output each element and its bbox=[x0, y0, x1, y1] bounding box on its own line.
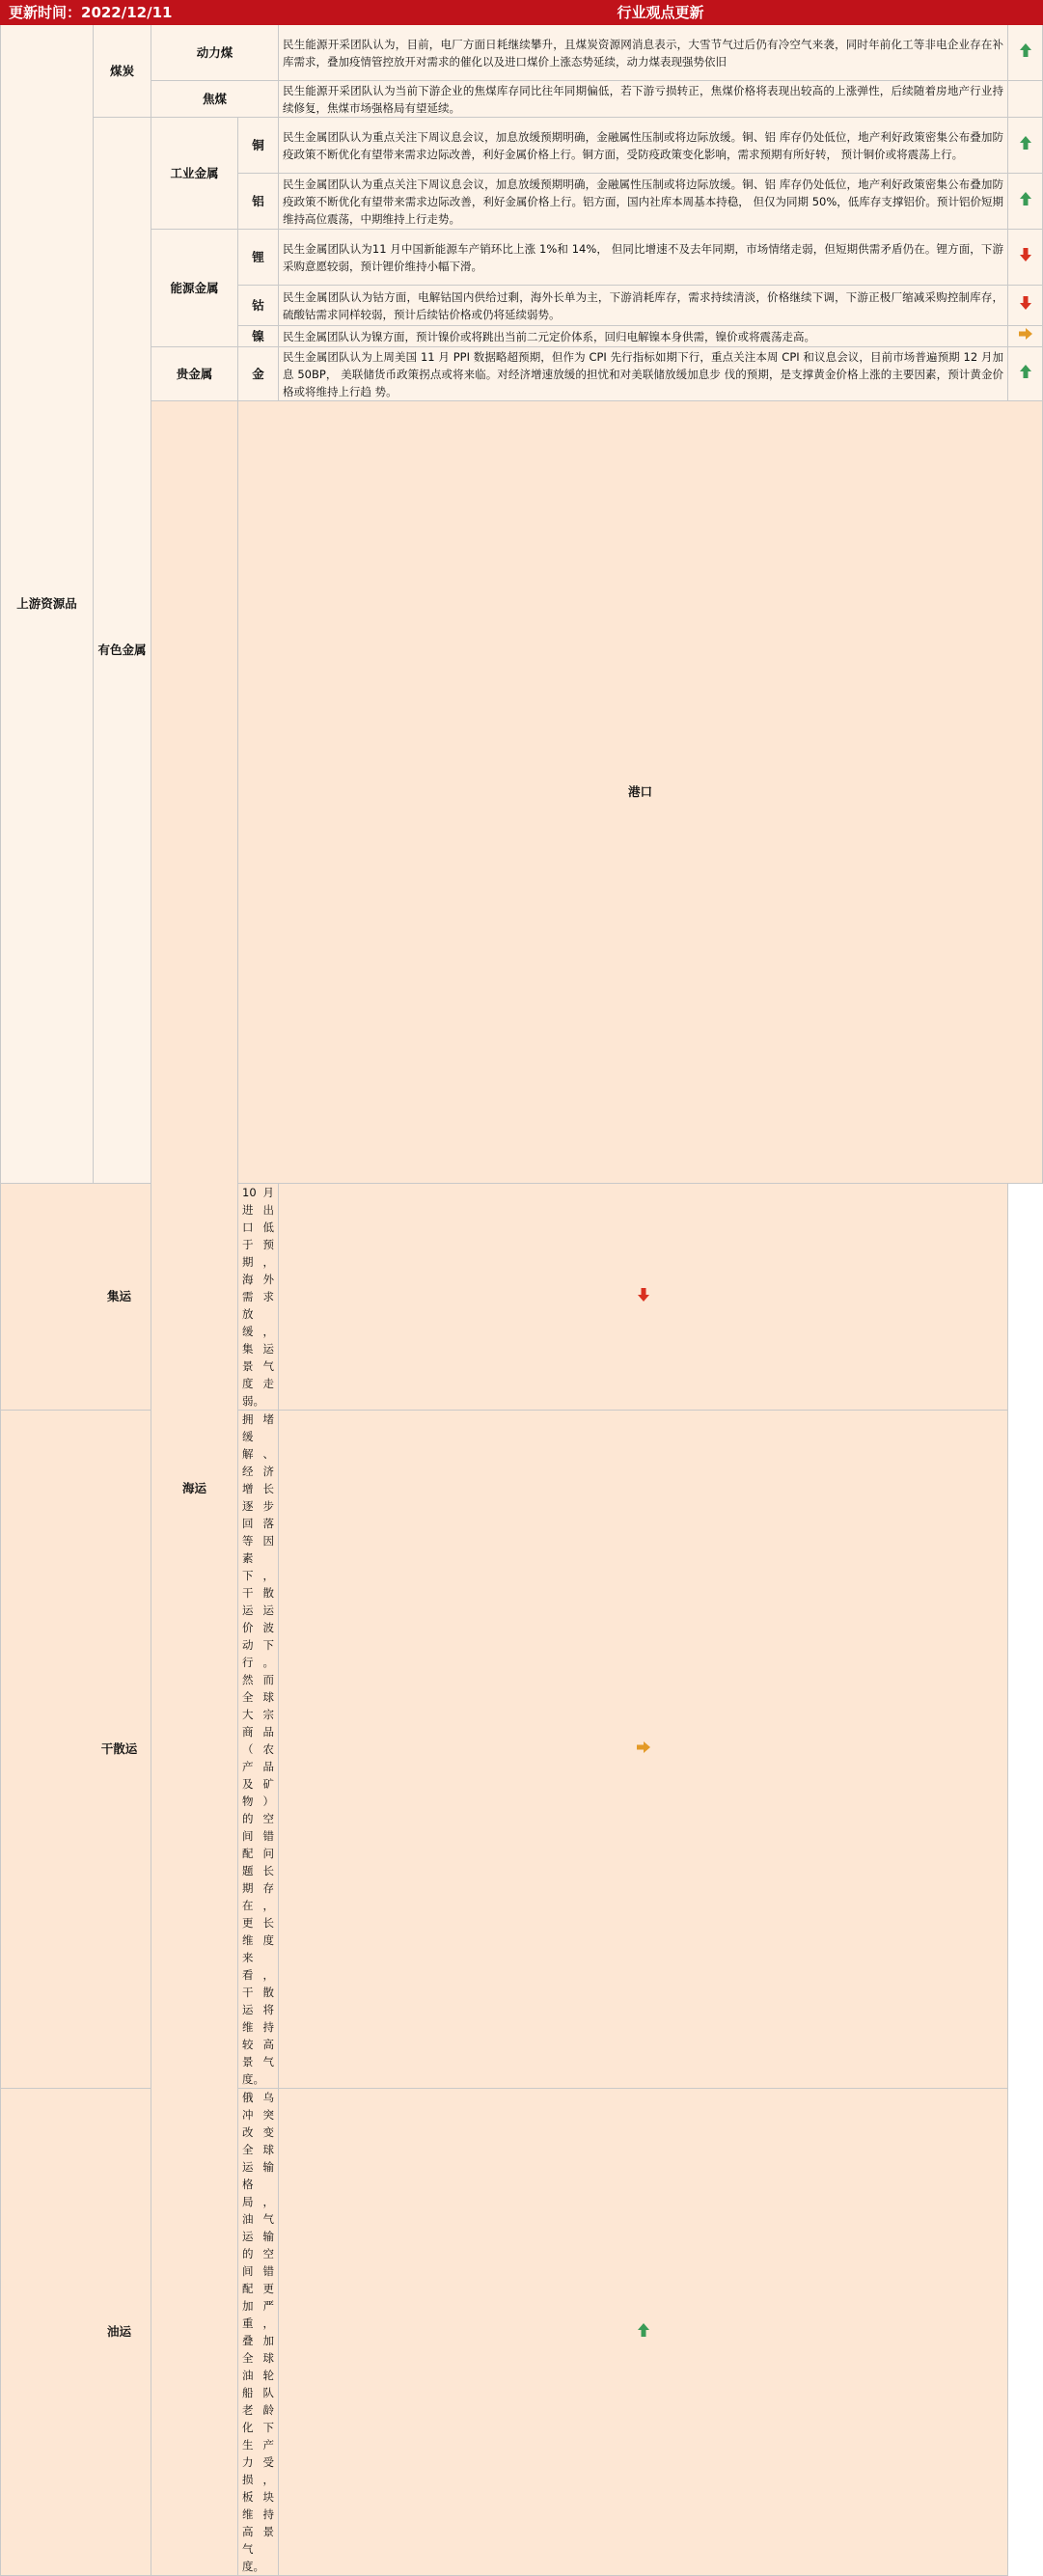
cobalt-text: 民生金属团队认为钴方面，电解钴国内供给过剩，海外长单为主，下游消耗库存，需求持续清淡，价格继续下调，下游正极厂缩减采购控制库存，硫酸钴需求同样较弱，预计后续钴价格或仍将延续弱势。 bbox=[279, 286, 1008, 326]
arrow-down-icon bbox=[1018, 295, 1033, 311]
table-row bbox=[1, 401, 1043, 1184]
table-row bbox=[1, 230, 1043, 286]
gold-label: 金 bbox=[238, 347, 279, 401]
table-row bbox=[1, 1411, 1043, 2089]
power-coal-trend bbox=[1008, 25, 1043, 81]
copper-trend bbox=[1008, 118, 1043, 174]
dry-bulk-trend bbox=[279, 1411, 1008, 2089]
lithium-text: 民生金属团队认为11 月中国新能源车产销环比上涨 1%和 14%， 但同比增速不及去年同期，市场情绪走弱，但短期供需矛盾仍在。锂方面，下游采购意愿较弱，预计锂价维持小幅下滑。 bbox=[279, 230, 1008, 286]
arrow-right-icon bbox=[636, 1740, 651, 1755]
copper-text: 民生金属团队认为重点关注下周议息会议，加息放缓预期明确，金融属性压制或将边际放缓。铜、铝 库存仍处低位，地产利好政策密集公布叠加防疫政策不断优化有望带来需求边际改善，利好金属价格上行。铜方面，受防疫政策变化影响，需求预期有所好转， 预计铜价或将震荡上行。 bbox=[279, 118, 1008, 174]
arrow-up-icon bbox=[1018, 364, 1033, 379]
arrow-right-icon bbox=[1018, 326, 1033, 342]
header-row bbox=[1, 1, 1043, 25]
table-row bbox=[1, 81, 1043, 118]
aluminum-label: 铝 bbox=[238, 174, 279, 230]
table-title: 行业观点更新 bbox=[279, 1, 1043, 25]
port-label: 港口 bbox=[238, 401, 1043, 1184]
container-label: 集运 bbox=[1, 1184, 238, 1411]
cobalt-trend bbox=[1008, 286, 1043, 326]
table-row bbox=[1, 25, 1043, 81]
arrow-down-icon bbox=[1018, 247, 1033, 262]
nickel-text: 民生金属团队认为镍方面，预计镍价或将跳出当前二元定价体系，回归电解镍本身供需，镍价或将震荡走高。 bbox=[279, 326, 1008, 347]
nickel-trend bbox=[1008, 326, 1043, 347]
arrow-up-icon bbox=[1018, 135, 1033, 151]
container-trend bbox=[279, 1184, 1008, 1411]
coal-category: 煤炭 bbox=[94, 25, 151, 118]
arrow-up-icon bbox=[1018, 42, 1033, 58]
gold-trend bbox=[1008, 347, 1043, 401]
table-row bbox=[1, 1184, 1043, 1411]
table-row bbox=[1, 118, 1043, 174]
table-row bbox=[1, 2089, 1043, 2576]
arrow-up-icon bbox=[1018, 191, 1033, 206]
power-coal-text: 民生能源开采团队认为，目前，电厂方面日耗继续攀升，且煤炭资源网消息表示，大雪节气过后仍有冷空气来袭，同时年前化工等非电企业存在补库需求，叠加疫情管控放开对需求的催化以及进口煤价上涨态势延续，动力煤表现强势依旧 bbox=[279, 25, 1008, 81]
oil-shipping-text: 俄乌冲突改变全球运输格局，油气运输的空间错配更加严重，叠加全球油轮船队老龄化下生产力受损，板块维持高景气度。 bbox=[238, 2089, 279, 2576]
gold-text: 民生金属团队认为上周美国 11 月 PPI 数据略超预期，但作为 CPI 先行指标如期下行，重点关注本周 CPI 和议息会议，目前市场普遍预期 12 月加息 50BP， 美联储货币政策拐点或将来临。对经济增速放缓的担忧和对美联储放缓加息步 伐的预期，是支撑黄金价格上涨的主要因素，预计黄金价格或将维持上行趋 势。 bbox=[279, 347, 1008, 401]
table-row bbox=[1, 347, 1043, 401]
shipping-category: 海运 bbox=[151, 401, 238, 2576]
coking-coal-trend bbox=[1008, 81, 1043, 118]
coking-coal-label: 焦煤 bbox=[151, 81, 279, 118]
dry-bulk-label: 干散运 bbox=[1, 1411, 238, 2089]
nonferrous-category: 有色金属 bbox=[94, 118, 151, 1184]
lithium-trend bbox=[1008, 230, 1043, 286]
copper-label: 铜 bbox=[238, 118, 279, 174]
arrow-up-icon bbox=[636, 2322, 651, 2338]
nickel-label: 镍 bbox=[238, 326, 279, 347]
dry-bulk-text: 拥堵缓解、经济增长逐步回落等因素下，干散运运价波动下行。然而全球大宗商品（农产品及矿物）的空间错配问题长期存在，更长维度来看，干散运将维持较高景气度。 bbox=[238, 1411, 279, 2089]
aluminum-trend bbox=[1008, 174, 1043, 230]
power-coal-label: 动力煤 bbox=[151, 25, 279, 81]
industrial-metal-category: 工业金属 bbox=[151, 118, 238, 230]
energy-metal-category: 能源金属 bbox=[151, 230, 238, 347]
cobalt-label: 钴 bbox=[238, 286, 279, 326]
update-time: 更新时间：2022/12/11 bbox=[1, 1, 279, 25]
lithium-label: 锂 bbox=[238, 230, 279, 286]
oil-shipping-label: 油运 bbox=[1, 2089, 238, 2576]
precious-metal-category: 贵金属 bbox=[151, 347, 238, 401]
oil-shipping-trend bbox=[279, 2089, 1008, 2576]
coking-coal-text: 民生能源开采团队认为当前下游企业的焦煤库存同比往年同期偏低，若下游亏损转正，焦煤价格将表现出较高的上涨弹性，后续随着房地产行业持续修复，焦煤市场强格局有望延续。 bbox=[279, 81, 1008, 118]
container-text: 10月进出口低于预期，海外需求放缓，集运景气度走弱。 bbox=[238, 1184, 279, 1411]
upstream-category: 上游资源品 bbox=[1, 25, 94, 1184]
arrow-down-icon bbox=[636, 1287, 651, 1302]
aluminum-text: 民生金属团队认为重点关注下周议息会议，加息放缓预期明确，金融属性压制或将边际放缓。铜、铝 库存仍处低位，地产利好政策密集公布叠加防疫政策不断优化有望带来需求边际改善，利好金属价格上行。铝方面，国内社库本周基本持稳， 但仅为同期 50%，低库存支撑铝价。预计铝价短期维持高位震荡，中期维持上行走势。 bbox=[279, 174, 1008, 230]
